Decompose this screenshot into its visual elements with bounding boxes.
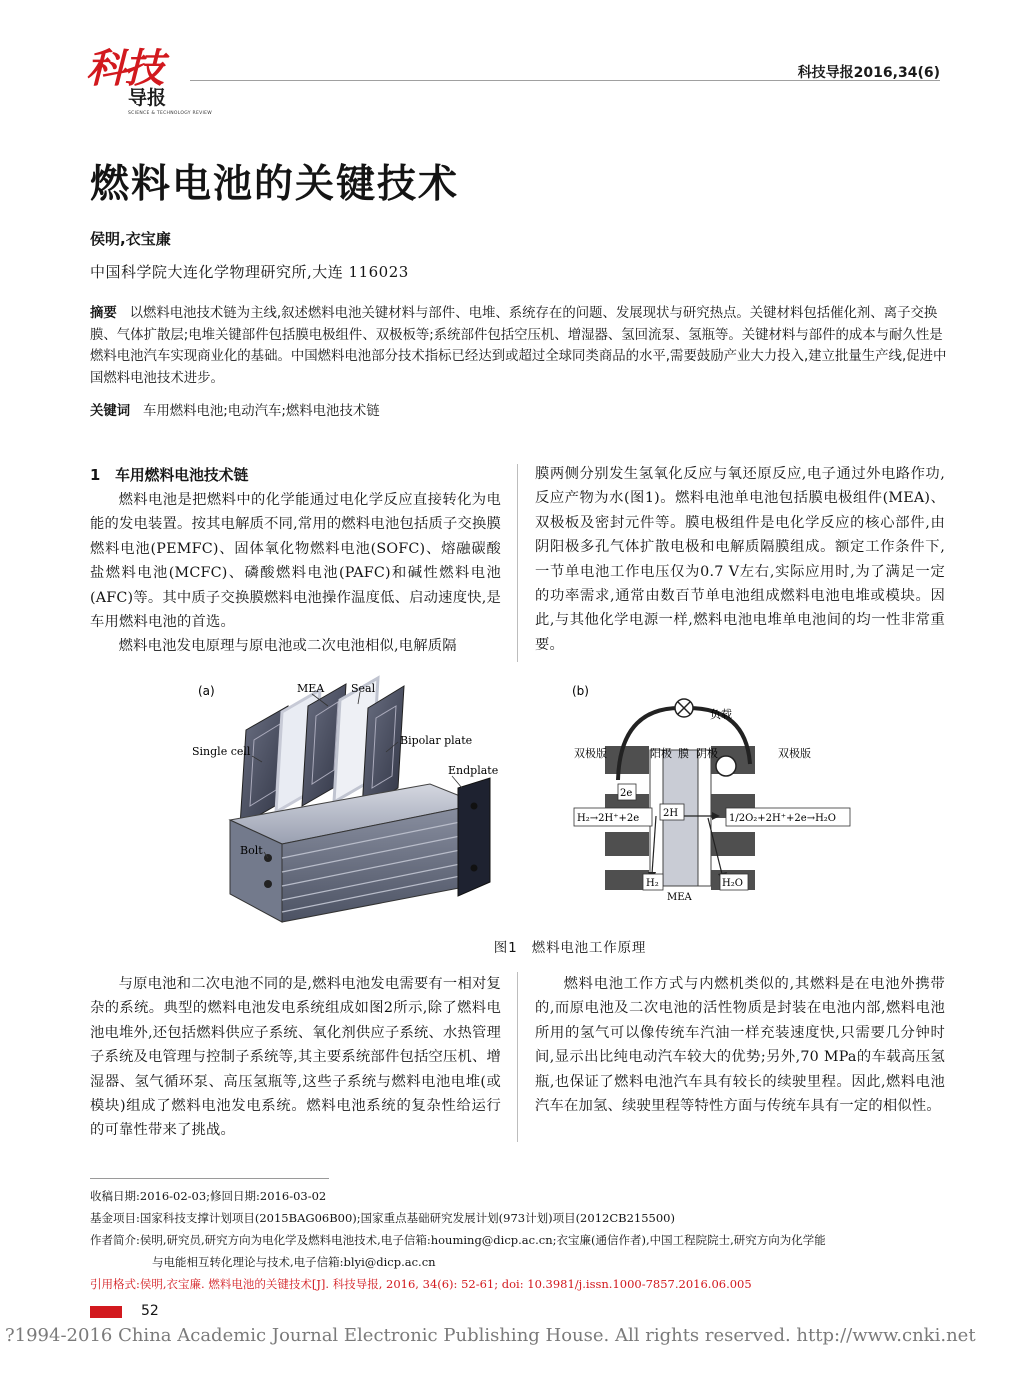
label-h2: H₂ bbox=[646, 878, 659, 889]
body-paragraph: 与原电池和二次电池不同的是,燃料电池发电需要有一相对复杂的系统。典型的燃料电池发电系统组成如图2所示,除了燃料电池电堆外,还包括燃料供应子系统、氧化剂供应子系统、水热管理子系统及电管理与控制子系统等,其主要系统部件包括空压机、增湿器、氢气循环泵、高压氢瓶等,这些子系统与燃料电池电堆(或模块)组成了燃料电池发电系统。燃料电池系统的复杂性给运行的可靠性带来了挑战。 bbox=[90, 976, 501, 1139]
footnote-bio: 作者简介:侯明,研究员,研究方向为电化学及燃料电池技术,电子信箱:houming@dicp.ac.cn;衣宝廉(通信作者),中国工程院院士,研究方向为化学能 bbox=[90, 1233, 826, 1247]
body-paragraph: 燃料电池发电原理与原电池或二次电池相似,电解质隔 bbox=[118, 638, 457, 655]
keywords-text: 车用燃料电池;电动汽车;燃料电池技术链 bbox=[142, 404, 380, 419]
page-number-bar bbox=[90, 1306, 122, 1318]
footnote-bio-continued: 与电能相互转化理论与技术,电子信箱:blyi@dicp.ac.cn bbox=[152, 1255, 436, 1269]
label-h2o: H₂O bbox=[722, 878, 743, 889]
label-cathode: 阴极 bbox=[696, 747, 718, 760]
logo-sub-text: 导报 bbox=[128, 87, 167, 109]
figure-1 bbox=[190, 672, 950, 960]
keywords bbox=[90, 401, 950, 422]
header-rule bbox=[190, 80, 940, 81]
panel-a-tag: (a) bbox=[198, 684, 215, 698]
column-divider bbox=[517, 972, 518, 1142]
label-cathode-reaction: 1/2O₂+2H⁺+2e→H₂O bbox=[729, 813, 837, 824]
panel-b bbox=[572, 684, 850, 903]
label-bipolar-plate: Bipolar plate bbox=[400, 734, 473, 747]
figure-caption: 图1 燃料电池工作原理 bbox=[493, 940, 647, 956]
label-anode-reaction: H₂→2H⁺+2e bbox=[577, 813, 640, 824]
paper-authors: 侯明,衣宝廉 bbox=[90, 230, 171, 248]
body-paragraph: 燃料电池是把燃料中的化学能通过电化学反应直接转化为电能的发电装置。按其电解质不同,常用的燃料电池包括质子交换膜燃料电池(PEMFC)、固体氧化物燃料电池(SOFC)、熔融碳酸盐燃料电池(MCFC)、磷酸燃料电池(PAFC)和碱性燃料电池(AFC)等。其中质子交换膜燃料电池操作温度低、启动速度快,是车用燃料电池的首选。 bbox=[90, 492, 501, 631]
logo-english-text: SCIENCE & TECHNOLOGY REVIEW bbox=[128, 111, 213, 116]
panel-a bbox=[192, 678, 498, 922]
figure-1-artwork bbox=[190, 672, 950, 932]
keywords-label: 关键词 bbox=[90, 404, 131, 419]
footnote-citation: 引用格式:侯明,衣宝廉. 燃料电池的关键技术[J]. 科技导报, 2016, 34(6): 52-61; doi: 10.3981/j.issn.1000-7857.2016.06.005 bbox=[90, 1277, 752, 1291]
label-membrane: 膜 bbox=[678, 747, 689, 760]
label-seal: Seal bbox=[351, 682, 376, 695]
section-heading: 1 车用燃料电池技术链 bbox=[90, 467, 249, 484]
copyright-notice: ?1994-2016 China Academic Journal Electronic Publishing House. All rights reserved. http://www.cnki.net bbox=[5, 1325, 976, 1346]
footnote-rule bbox=[90, 1178, 329, 1179]
footnote-funding: 基金项目:国家科技支撑计划项目(2015BAG06B00);国家重点基础研究发展计划(973计划)项目(2012CB215500) bbox=[90, 1211, 675, 1225]
panel-b-tag: (b) bbox=[572, 684, 589, 698]
body-column-left-top bbox=[90, 488, 501, 659]
abstract-text: 以燃料电池技术链为主线,叙述燃料电池关键材料与部件、电堆、系统存在的问题、发展现状与研究热点。关键材料包括催化剂、离子交换膜、气体扩散层;电堆关键部件包括膜电极组件、双极板等;系统部件包括空压机、增湿器、氢回流泵、氢瓶等。关键材料与部件的成本与耐久性是燃料电池汽车实现商业化的基础。中国燃料电池部分技术指标已经达到或超过全球同类商品的水平,需要鼓励产业大力投入,建立批量生产线,促进中国燃料电池技术进步。 bbox=[90, 306, 947, 386]
logo-main-text: 科技 bbox=[86, 46, 162, 92]
body-column-right-top bbox=[535, 462, 945, 657]
label-load: 负载 bbox=[710, 708, 732, 721]
label-bolt: Bolt bbox=[240, 844, 263, 857]
label-bipolar-left: 双极版 bbox=[574, 747, 607, 760]
column-divider bbox=[517, 464, 518, 662]
label-endplate: Endplate bbox=[448, 764, 499, 777]
label-protons: 2H bbox=[663, 808, 679, 819]
body-column-right-bottom bbox=[535, 972, 945, 1118]
abstract-label: 摘要 bbox=[90, 306, 117, 321]
body-paragraph: 燃料电池工作方式与内燃机类似的,其燃料是在电池外携带的,而原电池及二次电池的活性物质是封装在电池内部,燃料电池所用的氢气可以像传统车汽油一样充装速度快,只需要几分钟时间,显示出比纯电动汽车较大的优势;另外,70 MPa的车载高压氢瓶,也保证了燃料电池汽车具有较长的续驶里程。因此,燃料电池汽车在加氢、续驶里程等特性方面与传统车具有一定的相似性。 bbox=[535, 976, 945, 1115]
journal-issue: 科技导报2016,34(6) bbox=[797, 65, 940, 81]
label-single-cell: Single cell bbox=[192, 745, 251, 758]
label-anode: 阳极 bbox=[650, 747, 672, 760]
label-mea: MEA bbox=[297, 682, 325, 695]
body-column-left-bottom bbox=[90, 972, 501, 1143]
paper-title: 燃料电池的关键技术 bbox=[90, 161, 460, 207]
abstract bbox=[90, 303, 950, 389]
label-mea-b: MEA bbox=[667, 892, 692, 903]
paper-affiliation: 中国科学院大连化学物理研究所,大连 116023 bbox=[90, 263, 409, 281]
label-bipolar-right: 双极版 bbox=[778, 747, 811, 760]
body-paragraph: 膜两侧分别发生氢氧化反应与氧还原反应,电子通过外电路作功,反应产物为水(图1)。燃料电池单电池包括膜电极组件(MEA)、双极板及密封元件等。膜电极组件是电化学反应的核心部件,由阴阳极多孔气体扩散电极和电解质隔膜组成。额定工作条件下,一节单电池工作电压仅为0.7 V左右,实际应用时,为了满足一定的功率需求,通常由数百节单电池组成燃料电池电堆或模块。因此,与其他化学电源一样,燃料电池电堆单电池间的均一性非常重要。 bbox=[535, 466, 945, 653]
journal-logo bbox=[86, 45, 226, 125]
footnote-received: 收稿日期:2016-02-03;修回日期:2016-03-02 bbox=[90, 1189, 327, 1203]
label-electrons: 2e bbox=[620, 788, 633, 799]
page-number: 52 bbox=[141, 1303, 159, 1319]
